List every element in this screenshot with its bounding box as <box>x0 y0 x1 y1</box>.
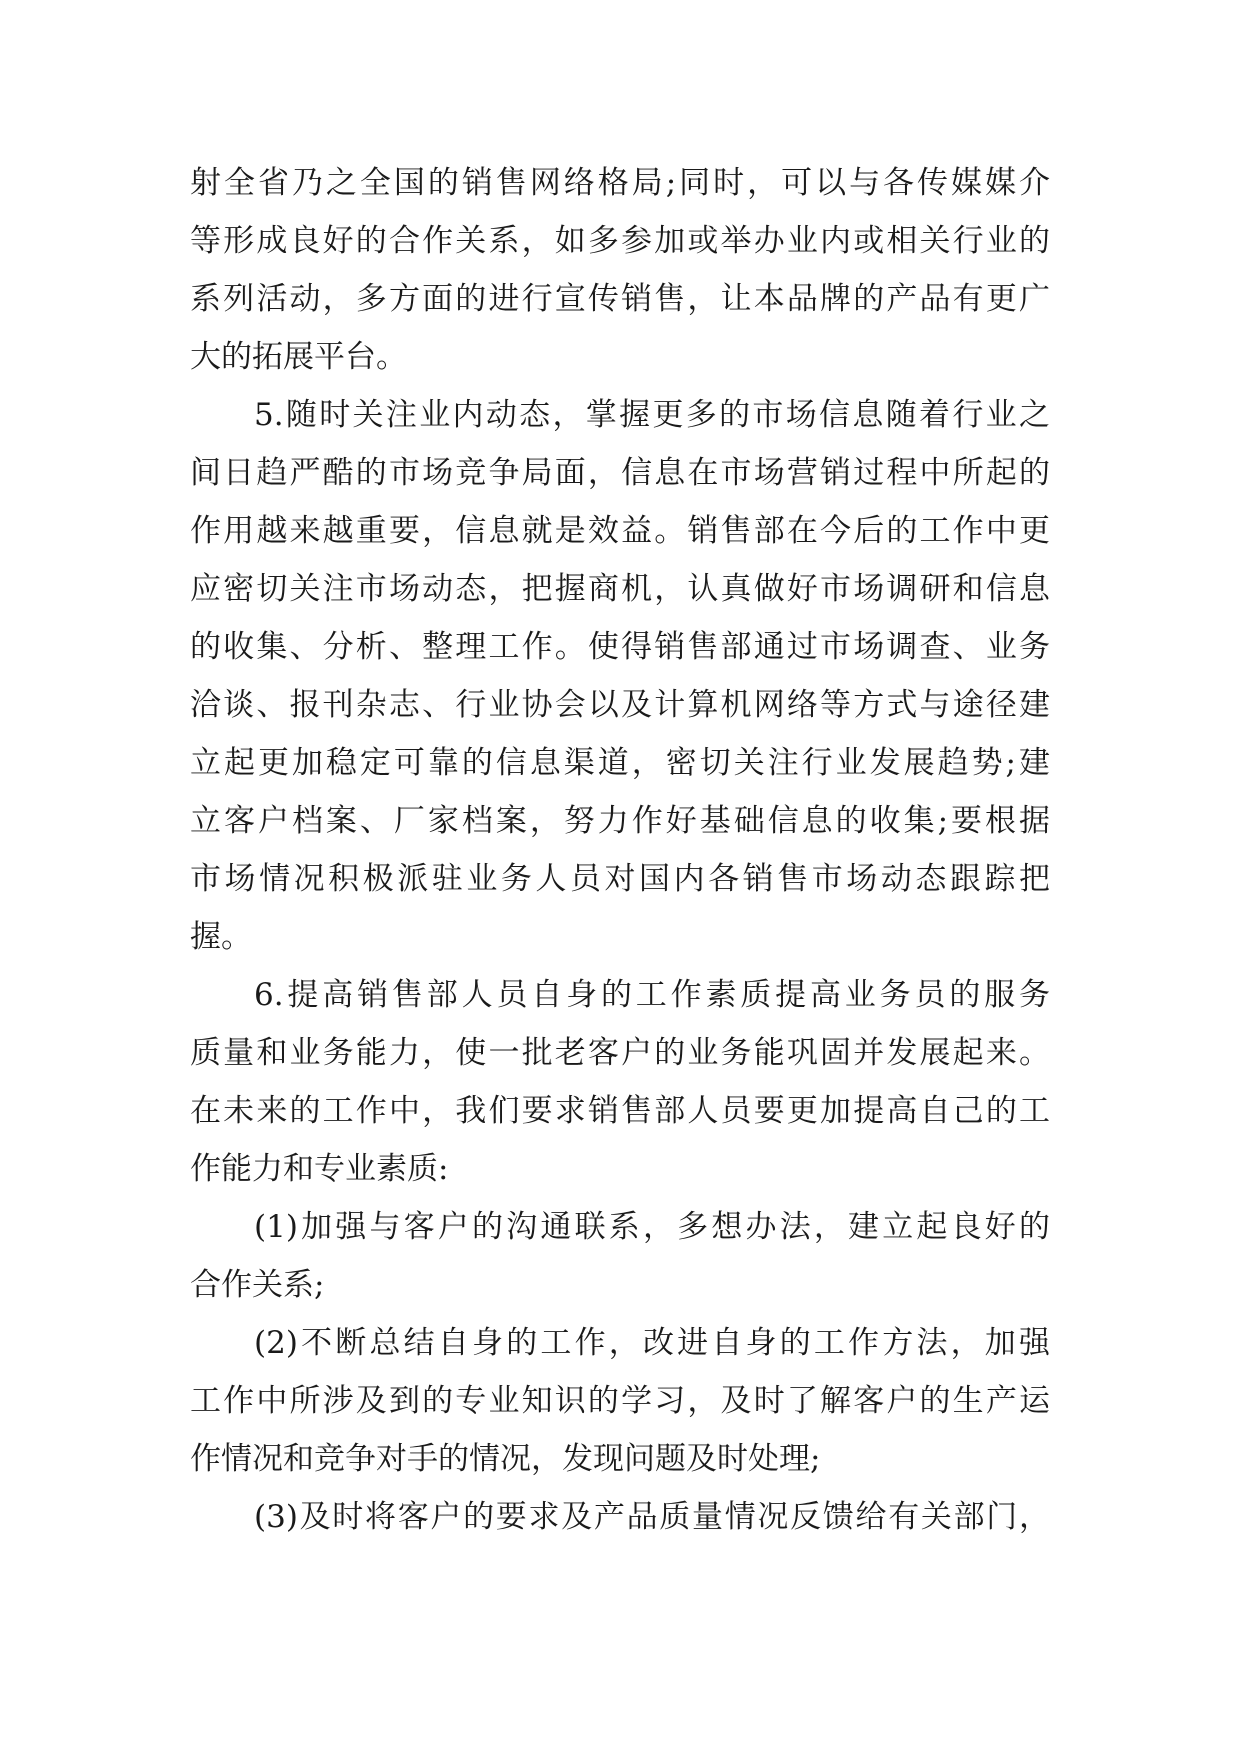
text-line: 作用越来越重要，信息就是效益。销售部在今后的工作中更 <box>190 513 1050 549</box>
text-line: 间日趋严酷的市场竞争局面，信息在市场营销过程中所起的 <box>190 455 1050 491</box>
text-line: 作情况和竞争对手的情况，发现问题及时处理; <box>190 1441 821 1477</box>
text-line: 射全省乃之全国的销售网络格局;同时，可以与各传媒媒介 <box>190 165 1050 201</box>
text-line: 市场情况积极派驻业务人员对国内各销售市场动态跟踪把 <box>190 861 1050 897</box>
text-line: 合作关系; <box>190 1267 325 1303</box>
text-line: 在未来的工作中，我们要求销售部人员要更加提高自己的工 <box>190 1093 1050 1129</box>
text-line: 质量和业务能力，使一批老客户的业务能巩固并发展起来。 <box>190 1035 1050 1071</box>
text-line: 系列活动，多方面的进行宣传销售，让本品牌的产品有更广 <box>190 281 1050 317</box>
text-line: 洽谈、报刊杂志、行业协会以及计算机网络等方式与途径建 <box>190 687 1050 723</box>
text-line: 立起更加稳定可靠的信息渠道，密切关注行业发展趋势;建 <box>190 745 1050 781</box>
text-line: 等形成良好的合作关系，如多参加或举办业内或相关行业的 <box>190 223 1050 259</box>
text-line: 5.随时关注业内动态，掌握更多的市场信息随着行业之 <box>254 397 1050 433</box>
text-line: (1)加强与客户的沟通联系，多想办法，建立起良好的 <box>254 1209 1050 1245</box>
text-line: (3)及时将客户的要求及产品质量情况反馈给有关部门， <box>254 1499 1050 1535</box>
text-line: 应密切关注市场动态，把握商机，认真做好市场调研和信息 <box>190 571 1050 607</box>
text-line: 大的拓展平台。 <box>190 339 407 375</box>
text-line: (2)不断总结自身的工作，改进自身的工作方法，加强 <box>254 1325 1050 1361</box>
text-line: 握。 <box>190 919 252 955</box>
document-body <box>190 154 1050 1546</box>
text-line: 立客户档案、厂家档案，努力作好基础信息的收集;要根据 <box>190 803 1050 839</box>
text-line: 的收集、分析、整理工作。使得销售部通过市场调查、业务 <box>190 629 1050 665</box>
text-line: 6.提高销售部人员自身的工作素质提高业务员的服务 <box>254 977 1050 1013</box>
text-line: 作能力和专业素质: <box>190 1151 449 1187</box>
text-line: 工作中所涉及到的专业知识的学习，及时了解客户的生产运 <box>190 1383 1050 1419</box>
